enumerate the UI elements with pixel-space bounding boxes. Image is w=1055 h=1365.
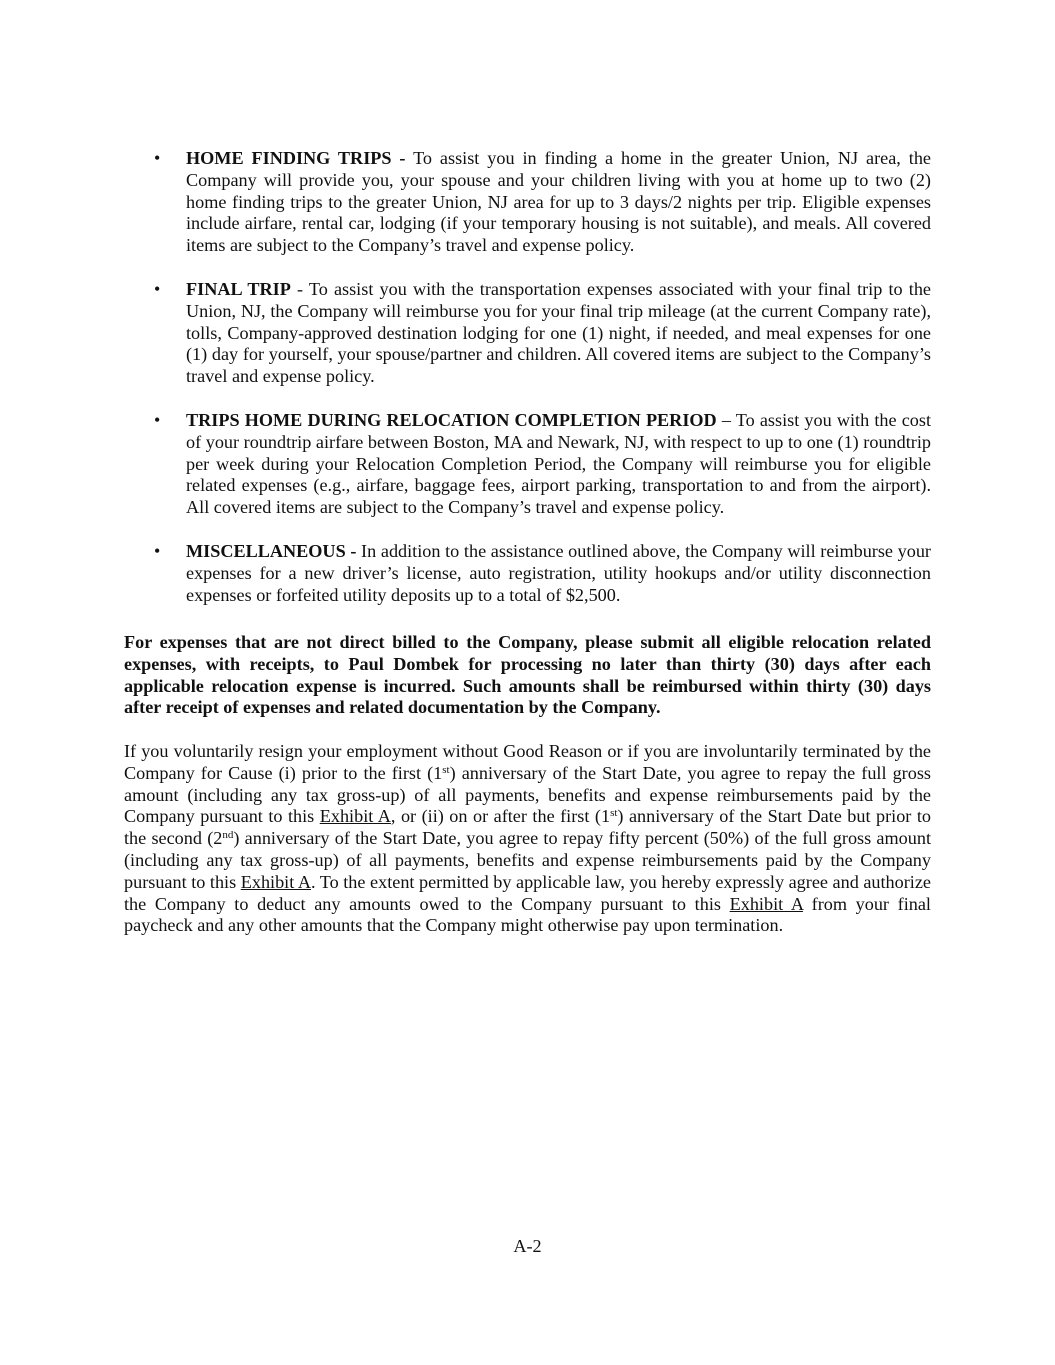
bullet-icon: •: [154, 540, 161, 561]
expense-submission-paragraph: For expenses that are not direct billed to the Company, please submit all eligible relocation related expenses, with receipts, to Paul Dombek for processing no later than thirty (30) days after each applicable relocation expense is incurred. Such amounts shall be reimbursed within thirty (30) days after receipt of expenses and related documentation by the Company.: [124, 632, 931, 718]
bullet-icon: •: [154, 148, 161, 168]
bullet-heading: MISCELLANEOUS -: [186, 540, 357, 561]
exhibit-a-link[interactable]: Exhibit A: [729, 893, 803, 914]
ordinal-suffix: nd: [222, 829, 234, 842]
relocation-benefits-list: [124, 148, 931, 628]
page-number: A-2: [513, 1236, 542, 1256]
repayment-text: ) anniversary of the Start Date, you agree to repay fifty percent (50%) of the full gross amount (including any tax gross-up) of all payments, benefits and expense reimbursements paid by the Company pursuant to this: [124, 828, 931, 892]
repayment-text: , or (ii) on or after the first (1: [390, 806, 611, 827]
repayment-paragraph: [124, 741, 931, 937]
repayment-text: ) anniversary of the Start Date but prior to the second (2: [124, 806, 931, 849]
bullet-text: – To assist you with the cost of your roundtrip airfare between Boston, MA and Newark, NJ, with respect to up to one (1) roundtrip per week during your Relocation Completion Period, the Company will reimburse you for eligible related expenses (e.g., airfare, baggage fees, airport parking, transportation to and from the airport). All covered items are subject to the Company’s travel and expense policy.: [186, 409, 931, 518]
list-item-final-trip: [124, 279, 931, 388]
bullet-icon: •: [154, 278, 161, 299]
repayment-text: from your final paycheck and any other amounts that the Company might otherwise pay upon termination.: [124, 893, 931, 936]
list-item-miscellaneous: [124, 541, 931, 606]
bullet-text: In addition to the assistance outlined above, the Company will reimburse your expenses for a new driver’s license, auto registration, utility hookups and/or utility disconnection expenses or forfeited utility deposits up to a total of $2,500.: [186, 540, 931, 605]
list-item-trips-home: [124, 410, 931, 519]
repayment-text: . To the extent permitted by applicable law, you hereby expressly agree and authorize the Company to deduct any amounts owed to the Company pursuant to this: [124, 871, 932, 914]
bullet-text: To assist you in finding a home in the greater Union, NJ area, the Company will provide you, your spouse and your children living with you at home up to two (2) home finding trips to the greater Union, NJ area for up to 3 days/2 nights per trip. Eligible expenses include airfare, rental car, lodging (if your temporary housing is not suitable), and meals. All covered items are subject to the Company’s travel and expense policy.: [186, 148, 932, 256]
exhibit-a-link[interactable]: Exhibit A: [240, 871, 311, 892]
bullet-heading: FINAL TRIP: [186, 278, 291, 299]
ordinal-suffix: st: [610, 807, 618, 820]
exhibit-a-link[interactable]: Exhibit A: [319, 806, 391, 827]
ordinal-suffix: st: [442, 763, 450, 776]
bullet-text: - To assist you with the transportation expenses associated with your final trip to the Union, NJ, the Company will reimburse you for your final trip mileage (at the current Company rate), tolls, Company-approved destination lodging for one (1) night, if needed, and meal expenses for one (1) day for yourself, your spouse/partner and children. All covered items are subject to the Company’s travel and expense policy.: [186, 278, 931, 387]
bullet-heading: HOME FINDING TRIPS -: [186, 148, 406, 168]
repayment-text: If you voluntarily resign your employment without Good Reason or if you are involuntarily terminated by the Company for Cause (i) prior to the first (1: [124, 741, 931, 783]
bullet-icon: •: [154, 409, 161, 430]
repayment-text: ) anniversary of the Start Date, you agree to repay the full gross amount (including any tax gross-up) of all payments, benefits and expense reimbursements paid by the Company pursuant to this: [124, 762, 931, 827]
bullet-heading: TRIPS HOME DURING RELOCATION COMPLETION PERIOD: [186, 409, 717, 430]
list-item-home-finding-trips: [124, 148, 931, 257]
